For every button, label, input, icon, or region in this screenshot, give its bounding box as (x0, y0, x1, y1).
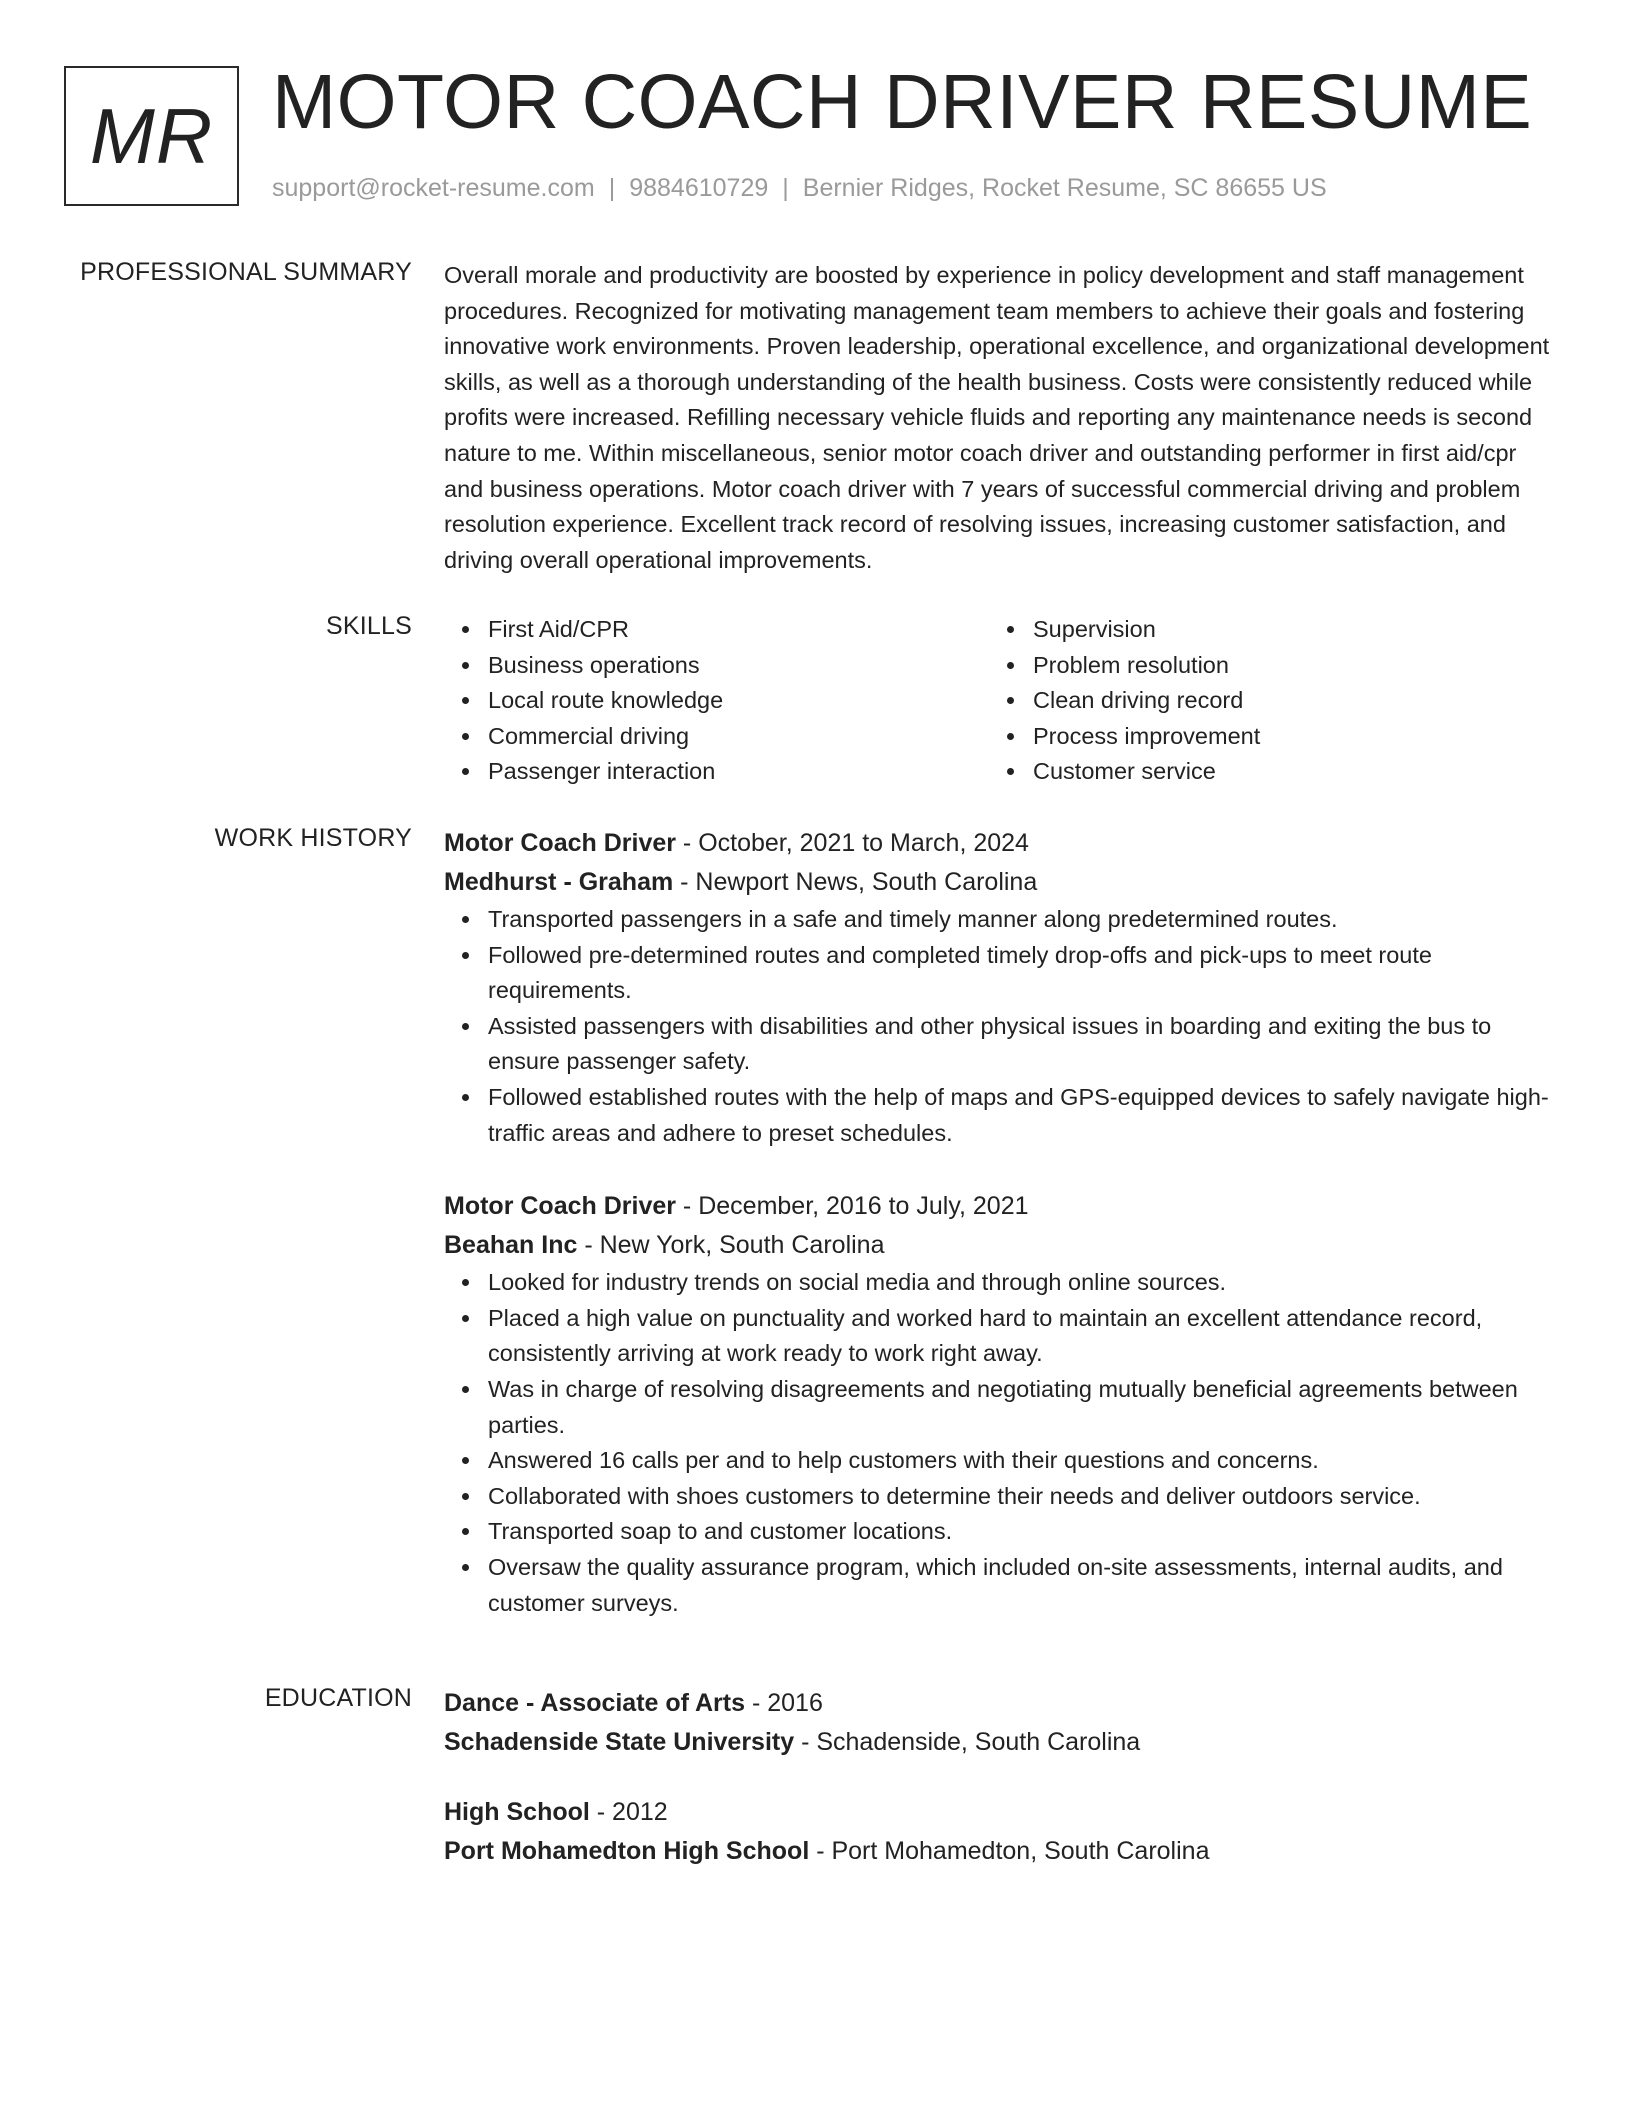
job-title: Motor Coach Driver (444, 1192, 676, 1221)
job-title-line (444, 824, 1560, 863)
education-year: - 2012 (589, 1798, 668, 1826)
job-bullet: Placed a high value on punctuality and worked hard to maintain an excellent attendance record, consistently arriving at work ready to work right away. (488, 1301, 1560, 1372)
contact-line (272, 174, 1327, 203)
skill-item: First Aid/CPR (488, 612, 989, 648)
skill-item: Commercial driving (488, 719, 989, 755)
education-year: - 2016 (745, 1689, 823, 1717)
job-bullet-list (444, 902, 1560, 1151)
job-title: Motor Coach Driver (444, 829, 676, 857)
job-bullet: Looked for industry trends on social media and through online sources. (488, 1265, 1560, 1301)
skill-item: Supervision (1033, 612, 1534, 648)
education-body (444, 1684, 1560, 1871)
resume-title: MOTOR COACH DRIVER RESUME (272, 59, 1533, 145)
job-dates: - December, 2016 to July, 2021 (675, 1192, 1029, 1221)
summary-body (444, 258, 1560, 578)
section-label-skills: SKILLS (326, 612, 412, 640)
job-company: Medhurst - Graham (444, 868, 674, 896)
job-bullet: Was in charge of resolving disagreements and negotiating mutually beneficial agreements between parties. (488, 1372, 1560, 1443)
skill-item: Clean driving record (1033, 683, 1534, 719)
skill-item: Problem resolution (1033, 648, 1534, 684)
education-entry (444, 1684, 1560, 1762)
education-degree: High School (444, 1798, 590, 1826)
contact-email[interactable]: support@rocket-resume.com (272, 174, 595, 202)
education-school-line (444, 1832, 1560, 1871)
skills-list-right (989, 612, 1534, 790)
skills-body (444, 612, 1560, 790)
education-school: Port Mohamedton High School (444, 1837, 810, 1865)
skill-item: Customer service (1033, 754, 1534, 790)
skill-item: Process improvement (1033, 719, 1534, 755)
skill-item: Passenger interaction (488, 754, 989, 790)
job-title-line (444, 1187, 1560, 1226)
job-company-line (444, 1226, 1560, 1265)
job-bullet: Collaborated with shoes customers to determine their needs and deliver outdoors service. (488, 1479, 1560, 1515)
contact-address: Bernier Ridges, Rocket Resume, SC 86655 US (802, 174, 1327, 202)
skill-item: Business operations (488, 648, 989, 684)
job-location: - New York, South Carolina (577, 1231, 885, 1260)
education-school-line (444, 1723, 1560, 1762)
contact-phone[interactable]: 9884610729 (629, 174, 769, 202)
job-entry (444, 824, 1560, 1151)
job-company-line (444, 863, 1560, 902)
job-bullet: Followed established routes with the help of maps and GPS-equipped devices to safely navigate high-traffic areas and adhere to preset schedules. (488, 1080, 1560, 1151)
summary-text: Overall morale and productivity are boosted by experience in policy development and staff management procedures. Recognized for motivating management team members to achieve their goals and fostering innovative work environments. Proven leadership, operational excellence, and organizational development skills, as well as a thorough understanding of the health business. Costs were consistently reduced while profits were increased. Refilling necessary vehicle fluids and reporting any maintenance needs is second nature to me. Within miscellaneous, senior motor coach driver and outstanding performer in first aid/cpr and business operations. Motor coach driver with 7 years of successful commercial driving and problem resolution experience. Excellent track record of resolving issues, increasing customer satisfaction, and driving overall operational improvements. (444, 262, 1550, 573)
section-label-summary: PROFESSIONAL SUMMARY (80, 258, 412, 286)
job-bullet: Oversaw the quality assurance program, which included on-site assessments, internal audits, and customer surveys. (488, 1550, 1560, 1621)
education-school: Schadenside State University (444, 1728, 795, 1756)
job-bullet-list (444, 1265, 1560, 1621)
monogram-logo: MR (64, 66, 239, 206)
section-label-education: EDUCATION (264, 1684, 412, 1712)
education-degree: Dance - Associate of Arts (444, 1689, 746, 1717)
job-bullet: Answered 16 calls per and to help customers with their questions and concerns. (488, 1443, 1560, 1479)
education-entry (444, 1793, 1560, 1871)
education-location: - Schadenside, South Carolina (794, 1728, 1141, 1756)
contact-separator: | (608, 174, 616, 202)
job-location: - Newport News, South Carolina (673, 868, 1038, 896)
education-degree-line (444, 1793, 1560, 1832)
job-bullet: Transported passengers in a safe and timely manner along predetermined routes. (488, 902, 1560, 938)
section-label-work-history: WORK HISTORY (214, 824, 412, 852)
skill-item: Local route knowledge (488, 683, 989, 719)
job-entry (444, 1187, 1560, 1621)
job-bullet: Transported soap to and customer locations. (488, 1514, 1560, 1550)
work-history-body (444, 824, 1560, 1621)
job-dates: - October, 2021 to March, 2024 (675, 829, 1029, 857)
skills-list-left (444, 612, 989, 790)
job-company: Beahan Inc (444, 1231, 578, 1260)
contact-separator: | (782, 174, 789, 202)
education-location: - Port Mohamedton, South Carolina (809, 1837, 1210, 1865)
education-degree-line (444, 1684, 1560, 1723)
job-bullet: Followed pre-determined routes and completed timely drop-offs and pick-ups to meet route requirements. (488, 938, 1560, 1009)
job-bullet: Assisted passengers with disabilities and other physical issues in boarding and exiting the bus to ensure passenger safety. (488, 1009, 1560, 1080)
